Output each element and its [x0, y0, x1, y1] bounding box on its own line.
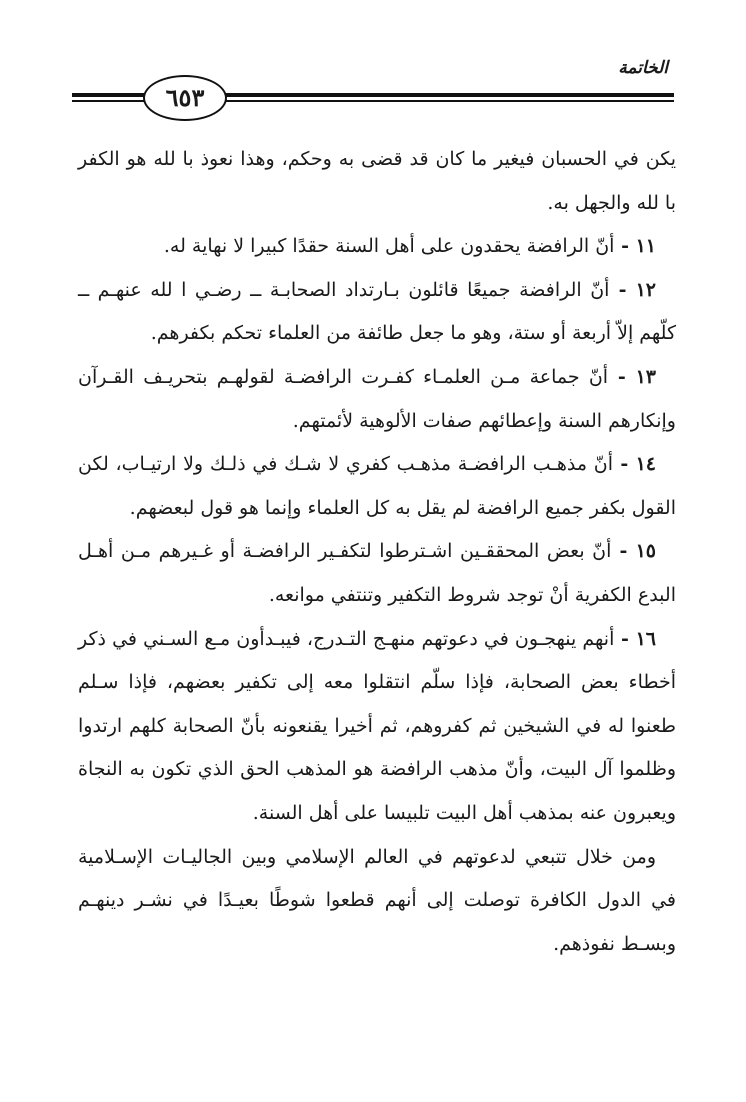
item-text: أنّ الرافضة يحقدون على أهل السنة حقدًا كبيرا لا نهاية له. — [163, 235, 615, 258]
item-number: ١٢ - — [609, 278, 656, 301]
paragraph-continuation — [78, 138, 676, 225]
item-number: ١١ - — [614, 235, 656, 258]
list-item — [78, 530, 676, 617]
running-title: الخاتمة — [618, 58, 668, 78]
item-number: ١٤ - — [613, 453, 656, 476]
item-text: أنّ جماعة مـن العلمـاء كفـرت الرافضـة لقولهـم بتحريـف القـرآن وإنكارهم السنة وإعطائهم صفات الألوهية لأئمتهم. — [78, 365, 676, 432]
list-item — [78, 618, 676, 836]
item-number: ١٦ - — [614, 627, 656, 650]
body-text — [78, 138, 676, 966]
item-text: أنهم ينهجـون في دعوتهم منهـج التـدرج، فيبـدأون مـع السـني في ذكر أخطاء بعض الصحابة، فإذا سلّم انتقلوا معه إلى تكفير بعضهم، فإذا سـلم طعنوا له في الشيخين ثم كفروهم، ثم أخيرا يقنعونه بأنّ الصحابة كلهم ارتدوا وظلموا آل البيت، وأنّ مذهب الرافضة هو المذهب الحق الذي تكون به النجاة ويعبرون عنه بمذهب أهل البيت تلبيسا على أهل السنة. — [78, 627, 676, 824]
list-item — [78, 225, 676, 269]
item-number: ١٥ - — [611, 540, 656, 563]
list-item — [78, 356, 676, 443]
paragraph-text: ومن خلال تتبعي لدعوتهم في العالم الإسلامي وبين الجاليـات الإسـلامية في الدول الكافرة توصلت إلى أنهم قطعوا شوطًا بعيـدًا في نشـر دينهـم وبسـط نفوذهم. — [78, 845, 676, 955]
closing-paragraph — [78, 836, 676, 967]
item-text: أنّ بعض المحققـين اشـترطوا لتكفـير الرافضـة أو غـيرهم مـن أهـل البدع الكفرية أنْ توجد شروط التكفير وتنتفي موانعه. — [78, 540, 676, 606]
paragraph-text: يكن في الحسبان فيغير ما كان قد قضى به وحكم، وهذا نعوذ با لله هو الكفر با لله والجهل به. — [78, 148, 676, 214]
page-number: ٦٥٣ — [143, 75, 227, 121]
list-item — [78, 269, 676, 356]
list-item — [78, 443, 676, 530]
item-number: ١٣ - — [608, 365, 656, 388]
item-text: أنّ الرافضة جميعًا قائلون بـارتداد الصحابـة ــ رضـي ا لله عنهـم ــ كلّهم إلاّ أربعة أو ستة، وهو ما جعل طائفة من العلماء تحكم بكفرهم. — [78, 278, 676, 345]
page-header — [0, 0, 746, 130]
item-text: أنّ مذهـب الرافضـة مذهـب كفري لا شـك في ذلـك ولا ارتيـاب، لكن القول بكفر جميع الرافضة لم يقل به كل العلماء وإنما هو قول لبعضهم. — [78, 453, 676, 519]
